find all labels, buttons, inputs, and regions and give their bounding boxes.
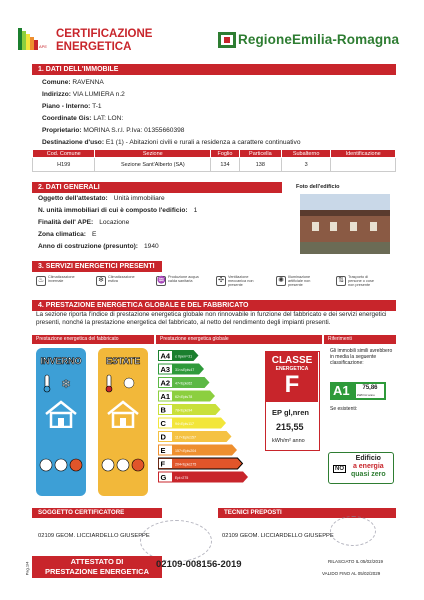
winter-icons	[41, 374, 81, 394]
class-bar-a3	[158, 364, 204, 375]
service-item	[36, 275, 80, 287]
class-range-label: 62<Epl≤78	[175, 395, 193, 399]
building-photo	[300, 194, 390, 254]
class-letter: A1	[160, 392, 171, 401]
sub-header-globale: Prestazione energetica globale	[156, 335, 322, 344]
field-value: T-1	[92, 103, 102, 110]
attestato-label-box	[32, 556, 162, 578]
service-label: Ventilazione meccanica non presente	[228, 275, 254, 287]
energy-class-value: F	[284, 371, 300, 398]
general-field	[38, 243, 159, 250]
classe-label: CLASSE	[271, 355, 313, 366]
class-range-label: 157<Epl≤204	[175, 449, 197, 453]
class-range-label: 31<≤Epl≤47	[175, 368, 195, 372]
field-value: LAT: LON:	[93, 115, 124, 122]
property-field	[42, 115, 123, 122]
class-bar-b	[158, 404, 221, 415]
table-header: Foglio	[211, 150, 240, 158]
fan-icon: ✣	[216, 276, 226, 286]
table-cell: 134	[211, 158, 240, 172]
technician-stamp	[330, 516, 376, 546]
attestato-line1: ATTESTATO DI	[70, 557, 124, 566]
technician-name: 02109 GEOM. LICCIARDELLO GIUSEPPE	[222, 533, 334, 539]
class-bar-d	[158, 431, 232, 442]
field-label: Destinazione d'uso:	[42, 139, 105, 146]
energetica-label: ENERGETICA	[275, 366, 309, 372]
nzeb-line2: a energia	[352, 463, 384, 470]
ep-value: 215,55	[276, 422, 304, 432]
class-letter: D	[160, 432, 166, 442]
service-label: Climatizzazione invernale	[48, 275, 75, 283]
property-field	[42, 139, 300, 146]
table-header: Cod. Comune	[33, 150, 95, 158]
class-letter: A3	[160, 365, 171, 374]
table-header: Subalterno	[281, 150, 330, 158]
section4-intro: La sezione riporta l'indice di prestazione energetica globale non rinnovabile in funzione del fabbricato e dei servizi energetici presenti, nonché la prestazione energetica del fabbricato, al netto del rendimento degli impianti presenti.	[36, 311, 387, 326]
attestato-line2: PRESTAZIONE ENERGETICA	[44, 567, 150, 576]
table-header: Particella	[239, 150, 281, 158]
valido-date: VALIDO FINO AL 05/02/2029	[322, 571, 381, 576]
attestato-code: 02109-008156-2019	[156, 559, 242, 570]
field-value: Locazione	[99, 219, 130, 226]
general-field	[38, 231, 96, 238]
section3-title: 3. SERVIZI ENERGETICI PRESENTI	[32, 261, 162, 272]
sun-icon	[124, 378, 134, 388]
summer-panel	[98, 348, 148, 496]
region-logo	[218, 30, 398, 52]
thermometer-cold-icon	[44, 375, 50, 392]
field-value: Unità immobiliare	[113, 195, 165, 202]
class-letter: A4	[160, 351, 171, 361]
winter-rating-faces	[39, 458, 83, 472]
cadastral-table	[32, 149, 396, 172]
table-cell: 3	[281, 158, 330, 172]
region-flag-icon	[218, 32, 236, 48]
section4-title: 4. PRESTAZIONE ENERGETICA GLOBALE E DEL FABBRICATO	[32, 300, 396, 311]
reference-text: Gli immobili simili avrebbero in media la seguente classificazione:	[330, 348, 393, 366]
field-value: MORINA S.r.l. P.Iva: 01355660398	[83, 127, 185, 134]
reference-value: 75,86	[356, 384, 384, 398]
field-label: Zona climatica:	[38, 231, 87, 238]
nzeb-line1: Edificio	[355, 455, 381, 462]
general-field	[38, 207, 197, 214]
class-range-label: 47<Epl≤62	[175, 381, 193, 386]
elevator-icon: ⇅	[336, 276, 346, 286]
field-label: N. unità immobiliari di cui è composto l'edificio:	[38, 207, 188, 214]
house-icon-summer	[106, 400, 140, 428]
class-range-label: 94<Epl≤117	[175, 422, 194, 426]
summer-label: ESTATE	[105, 356, 141, 366]
section2-title: 2. DATI GENERALI	[32, 182, 282, 193]
class-range-label: 78<Epl≤94	[175, 408, 193, 413]
ep-label: EP gl,nren	[272, 408, 309, 417]
class-bar-f	[158, 458, 243, 469]
field-value: 1940	[144, 243, 159, 250]
class-letter: F	[160, 459, 166, 469]
field-label: Anno di costruzione (presunto):	[38, 243, 138, 250]
reference-unit: kWh/m² anno	[357, 393, 375, 397]
service-label: Climatizzazione estiva	[108, 275, 135, 283]
ep-unit: kWh/m² anno	[272, 438, 305, 444]
reference-existing: Se esistenti:	[330, 406, 358, 412]
service-item	[336, 275, 380, 287]
section1-title: 1. DATI DELL'IMMOBILE	[32, 64, 396, 75]
table-header: Identificazione	[331, 150, 396, 158]
service-label: Produzione acqua calda sanitaria	[168, 275, 199, 283]
table-cell: 138	[239, 158, 281, 172]
bulb-icon: ✺	[276, 276, 286, 286]
table-cell: H199	[33, 158, 95, 172]
title-line2: ENERGETICA	[56, 41, 132, 53]
class-letter: A2	[160, 378, 171, 388]
sub-header-riferimenti: Riferimenti	[324, 335, 396, 344]
thermometer-hot-icon	[106, 375, 112, 392]
energy-class-scale	[158, 350, 262, 490]
rilasciato-date: RILASCIATO IL 05/02/2019	[328, 559, 383, 564]
field-value: VIA LUMIERA n.2	[72, 91, 125, 98]
house-icon-winter	[44, 400, 78, 428]
snowflake-icon: ❄	[61, 377, 72, 391]
class-letter: C	[160, 419, 166, 428]
table-cell: Sezione Sant'Alberto (SA)	[95, 158, 211, 172]
class-letter: G	[160, 473, 167, 482]
class-range-label: Epl>275	[175, 476, 189, 480]
class-letter: E	[160, 446, 166, 455]
service-item	[276, 275, 320, 287]
field-value: E1 (1) - Abitazioni civili e rurali a residenza a carattere continuativo	[105, 139, 301, 146]
energy-class-box	[265, 351, 320, 451]
service-label: Illuminazione artificiale non presente	[288, 275, 311, 287]
field-value: RAVENNA	[72, 79, 104, 86]
soggetto-header: SOGGETTO CERTIFICATORE	[32, 508, 162, 518]
title-line1: CERTIFICAZIONE	[56, 28, 153, 40]
field-value: 1	[193, 207, 198, 214]
sub-header-fabbricato: Prestazione energetica del fabbricato	[32, 335, 154, 344]
service-item	[96, 275, 140, 287]
region-name: RegioneEmilia-Romagna	[238, 32, 400, 47]
class-range-label: 204<Epl≤275	[175, 462, 197, 467]
energy-class-header	[266, 352, 318, 402]
snowflake-icon: ❄	[96, 276, 106, 286]
table-header: Sezione	[95, 150, 211, 158]
class-range-label: 117<Epl≤157	[175, 435, 196, 440]
table-cell	[331, 158, 396, 172]
property-field	[42, 127, 184, 134]
class-bar-c	[158, 418, 226, 429]
certifier-name: 02109 GEOM. LICCIARDELLO GIUSEPPE	[38, 533, 150, 539]
nzeb-tag: NO	[335, 466, 344, 472]
field-label: Finalità dell' APE:	[38, 219, 94, 226]
service-item	[216, 275, 260, 287]
winter-panel	[36, 348, 86, 496]
photo-caption: Foto dell'edificio	[296, 184, 340, 190]
reference-class: A1	[333, 383, 350, 398]
field-label: Proprietario:	[42, 127, 82, 134]
service-item	[156, 275, 200, 287]
class-bar-g	[158, 472, 248, 483]
faucet-icon: ♒	[157, 277, 166, 284]
class-bar-a2	[158, 377, 210, 388]
general-field	[38, 195, 165, 202]
general-field	[38, 219, 129, 226]
radiator-icon: ♨	[37, 277, 45, 284]
class-bar-a1	[158, 391, 215, 402]
class-letter: B	[160, 405, 166, 415]
field-label: Indirizzo:	[42, 91, 71, 98]
property-field	[42, 79, 104, 86]
field-label: Comune:	[42, 79, 71, 86]
field-label: Oggetto dell'attestato:	[38, 195, 108, 202]
certification-title	[56, 28, 152, 54]
tecnici-header: TECNICI PREPOSTI	[218, 508, 396, 518]
summer-rating-faces	[101, 458, 145, 472]
brand-small-text: APE	[39, 44, 48, 49]
nzeb-line3: quasi zero	[351, 471, 386, 478]
field-label: Piano - Interno:	[42, 103, 91, 110]
summer-icons	[103, 374, 143, 394]
reference-class-badge	[330, 382, 386, 400]
page-number: Pag.1/4	[24, 561, 30, 576]
nzeb-box	[328, 452, 394, 484]
class-range-label: ≤ 0pen=31	[175, 354, 193, 359]
ape-logo	[18, 28, 48, 50]
field-label: Coordinate Gis:	[42, 115, 92, 122]
winter-label: INVERNO	[40, 356, 82, 366]
field-value: E	[92, 231, 97, 238]
class-bar-e	[158, 445, 237, 456]
service-label: Trasporto di persone o cose non presente	[348, 275, 374, 287]
class-bar-a4	[158, 350, 199, 361]
property-field	[42, 91, 125, 98]
property-field	[42, 103, 102, 110]
